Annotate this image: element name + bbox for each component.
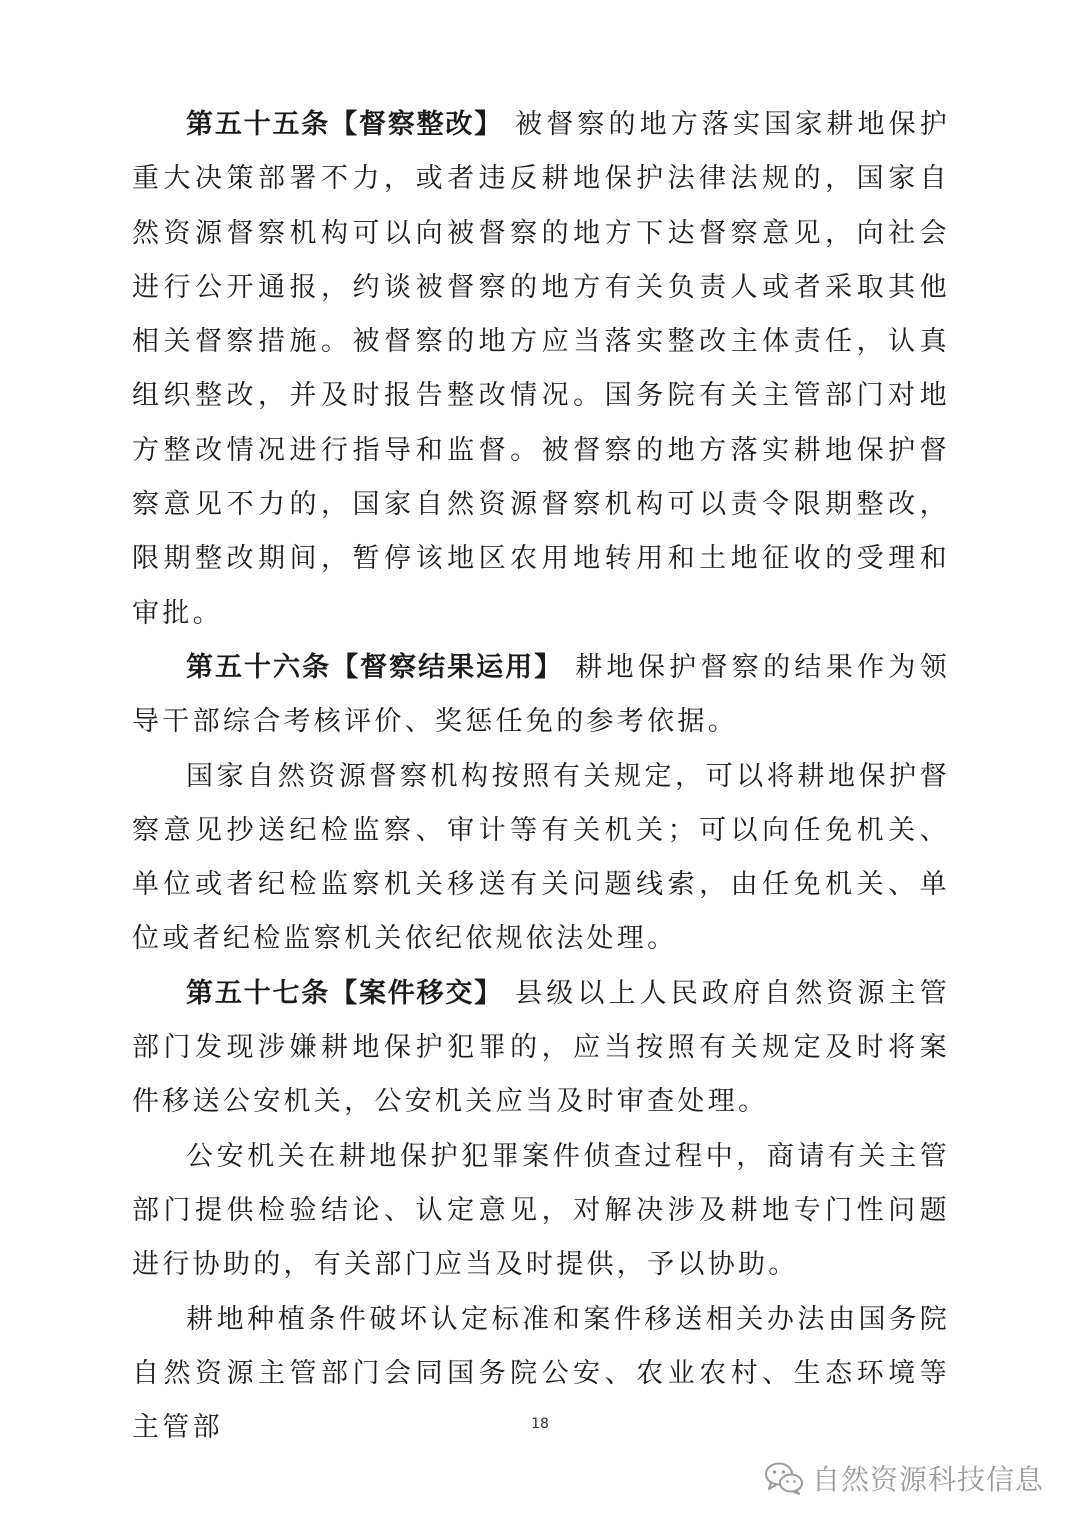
article-56-paragraph-2 (132, 750, 950, 967)
paragraph-text: 国家自然资源督察机构按照有关规定，可以将耕地保护督察意见抄送纪检监察、审计等有关机关；可以向任免机关、单位或者纪检监察机关移送有关问题线索，由任免机关、单位或者纪检监察机关依纪依规依法处理。 (132, 760, 950, 955)
article-text: 被督察的地方落实国家耕地保护重大决策部署不力，或者违反耕地保护法律法规的，国家自然资源督察机构可以向被督察的地方下达督察意见，向社会进行公开通报，约谈被督察的地方有关负责人或者采取其他相关督察措施。被督察的地方应当落实整改主体责任，认真组织整改，并及时报告整改情况。国务院有关主管部门对地方整改情况进行指导和监督。被督察的地方落实耕地保护督察意见不力的，国家自然资源督察机构可以责令限期整改，限期整改期间，暂停该地区农用地转用和土地征收的受理和审批。 (132, 109, 951, 629)
article-55 (132, 98, 950, 641)
article-heading: 第五十七条【案件移交】 (186, 977, 504, 1009)
paragraph-text: 公安机关在耕地保护犯罪案件侦查过程中，商请有关主管部门提供检验结论、认定意见，对解决涉及耕地专门性问题进行协助的，有关部门应当及时提供，予以协助。 (132, 1140, 950, 1281)
document-body (132, 98, 950, 1455)
paragraph-text: 耕地种植条件破坏认定标准和案件移送相关办法由国务院自然资源主管部门会同国务院公安、农业农村、生态环境等主管部 (132, 1303, 950, 1444)
article-56 (132, 641, 950, 750)
article-text: 耕地保护督察的结果作为领导干部综合考核评价、奖惩任免的参考依据。 (132, 651, 950, 738)
page-number: 18 (531, 1416, 549, 1432)
article-heading: 第五十六条【督察结果运用】 (186, 651, 564, 683)
article-57-paragraph-2 (132, 1130, 950, 1293)
wechat-icon (764, 1461, 804, 1495)
article-text: 县级以上人民政府自然资源主管部门发现涉嫌耕地保护犯罪的，应当按照有关规定及时将案件移送公安机关，公安机关应当及时审查处理。 (132, 977, 951, 1118)
watermark-text: 自然资源科技信息 (811, 1463, 1044, 1496)
article-57 (132, 967, 950, 1130)
article-heading: 第五十五条【督察整改】 (186, 109, 504, 140)
watermark (764, 1458, 1044, 1498)
